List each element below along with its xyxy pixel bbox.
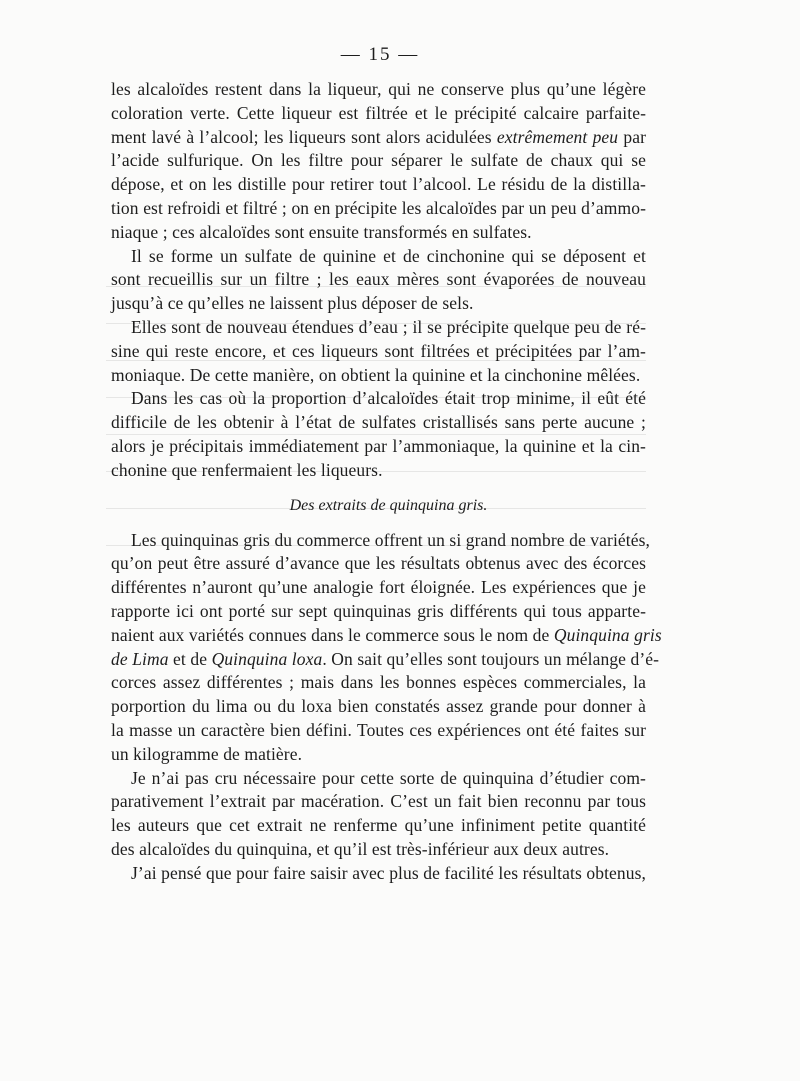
section-heading: Des extraits de quinquina gris. bbox=[289, 496, 488, 514]
text-line: J’ai pensé que pour faire saisir avec plus de facilité les résultats obtenus, bbox=[131, 862, 646, 883]
text-line: Elles sont de nouveau étendues d’eau ; il se précipite quelque peu de ré- bbox=[131, 316, 646, 337]
text-line: différentes n’auront qu’une analogie fort éloignée. Les expériences que je bbox=[111, 577, 646, 598]
paragraph bbox=[111, 78, 646, 245]
text-line: tion est refroidi et filtré ; on en précipite les alcaloïdes par un peu d’ammo- bbox=[111, 197, 646, 218]
text-line: la masse un caractère bien défini. Toutes ces expériences ont été faites sur bbox=[111, 719, 646, 740]
paragraph bbox=[111, 529, 662, 767]
text-line: Je n’ai pas cru nécessaire pour cette sorte de quinquina d’étudier com- bbox=[131, 767, 646, 788]
text-line: qu’on peut être assuré d’avance que les résultats obtenus avec des écorces bbox=[111, 553, 646, 574]
paragraph bbox=[111, 387, 646, 482]
text-line: porportion du lima ou du loxa bien constatés assez grande pour donner à bbox=[111, 696, 646, 717]
text-line: dépose, et on les distille pour retirer tout l’alcool. Le résidu de la distilla- bbox=[111, 174, 646, 195]
paragraph bbox=[111, 316, 646, 387]
text-line: l’acide sulfurique. On les filtre pour séparer le sulfate de chaux qui se bbox=[111, 150, 646, 171]
text-line: difficile de les obtenir à l’état de sulfates cristallisés sans perte aucune ; bbox=[111, 412, 646, 433]
text-line: un kilogramme de matière. bbox=[111, 743, 303, 764]
text-line: naient aux variétés connues dans le commerce sous le nom de Quinquina gris bbox=[111, 624, 662, 645]
page-number: — 15 — bbox=[340, 44, 420, 65]
text-line: corces assez différentes ; mais dans les bonnes espèces commerciales, la bbox=[111, 672, 646, 693]
text-line: ment lavé à l’alcool; les liqueurs sont alors acidulées extrêmement peu par bbox=[111, 126, 647, 147]
text-line: Dans les cas où la proportion d’alcaloïdes était trop minime, il eût été bbox=[131, 388, 646, 409]
text-line: alors je précipitais immédiatement par l’ammoniaque, la quinine et la cin- bbox=[111, 435, 646, 456]
text-line: les auteurs que cet extrait ne renferme qu’une infiniment petite quantité bbox=[111, 815, 646, 836]
text-line: sont recueillis sur un filtre ; les eaux mères sont évaporées de nouveau bbox=[111, 269, 646, 290]
text-line: parativement l’extrait par macération. C’est un fait bien reconnu par tous bbox=[111, 791, 646, 812]
text-line: les alcaloïdes restent dans la liqueur, qui ne conserve plus qu’une légère bbox=[111, 79, 646, 99]
text-line: jusqu’à ce qu’elles ne laissent plus déposer de sels. bbox=[111, 293, 474, 314]
text-line: Il se forme un sulfate de quinine et de cinchonine qui se déposent et bbox=[131, 245, 646, 266]
text-line: niaque ; ces alcaloïdes sont ensuite transformés en sulfates. bbox=[111, 221, 532, 242]
paragraph bbox=[111, 862, 646, 886]
text-line: Les quinquinas gris du commerce offrent un si grand nombre de variétés, bbox=[131, 529, 650, 550]
text-line: sine qui reste encore, et ces liqueurs sont filtrées et précipitées par l’am- bbox=[111, 340, 646, 361]
paragraph bbox=[111, 767, 646, 862]
body-text bbox=[111, 78, 662, 886]
text-line: moniaque. De cette manière, on obtient la quinine et la cinchonine mêlées. bbox=[111, 364, 641, 385]
text-line: chonine que renfermaient les liqueurs. bbox=[111, 459, 383, 480]
paragraph bbox=[111, 245, 646, 316]
text-line: de Lima et de Quinquina loxa. On sait qu’elles sont toujours un mélange d’é- bbox=[111, 648, 660, 669]
text-line: coloration verte. Cette liqueur est filtrée et le précipité calcaire parfaite- bbox=[111, 102, 646, 123]
text-line: rapporte ici ont porté sur sept quinquinas gris différents qui tous apparte- bbox=[111, 600, 646, 621]
text-line: des alcaloïdes du quinquina, et qu’il est très-inférieur aux deux autres. bbox=[111, 838, 610, 859]
